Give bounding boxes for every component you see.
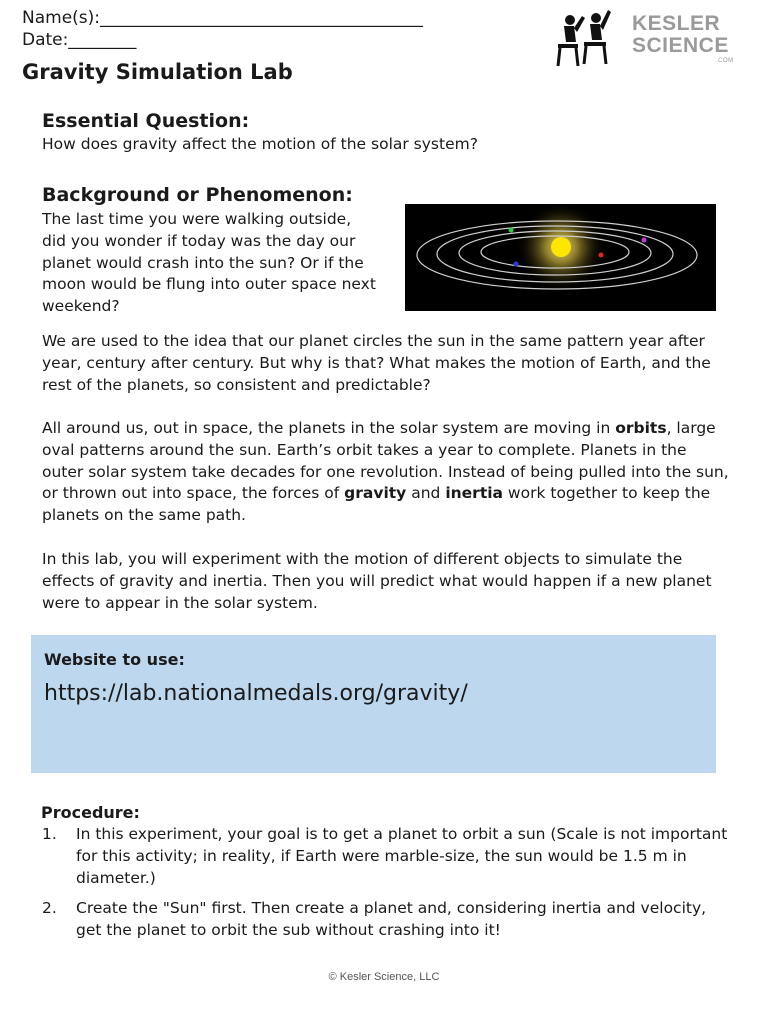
p2-text-and: and (406, 484, 446, 503)
essential-question-heading: Essential Question: (42, 110, 250, 132)
p2-text-a: All around us, out in space, the planets in the solar system are moving in (42, 419, 616, 437)
term-orbits: orbits (615, 419, 667, 437)
planet-red (599, 253, 604, 258)
procedure-item (42, 823, 732, 889)
website-label: Website to use: (44, 650, 185, 669)
term-inertia: inertia (445, 484, 503, 503)
term-gravity: gravity (344, 484, 407, 503)
logo-line-2: SCIENCE (632, 34, 729, 57)
background-intro: The last time you were walking outside, did you wonder if today was the day our planet would crash into the sun? Or if the moon would be flung into outer space next weekend? (42, 210, 376, 316)
procedure-list (42, 823, 732, 941)
names-field: Name(s):______________________________________ (22, 8, 424, 28)
background-paragraph-3 (42, 549, 732, 614)
procedure-text: In this experiment, your goal is to get a planet to orbit a sun (Scale is not important for this activity; in reality, if Earth were marble-size, the sun would be 1.5 m in diameter.) (76, 825, 728, 887)
logo-sub: .COM (716, 58, 734, 64)
background-heading: Background or Phenomenon: (42, 184, 353, 206)
p2-text-b: , large oval patterns around the sun. Earth’s orbit takes a year to complete. Planets in the outer solar system take decades for one revolution. Instead of being pulled into the sun, or thrown out into space, the forces of (42, 419, 729, 503)
procedure-heading: Procedure: (41, 803, 140, 822)
page-title: Gravity Simulation Lab (22, 60, 293, 84)
background-paragraph-1 (42, 331, 732, 396)
essential-question-text: How does gravity affect the motion of the solar system? (42, 135, 478, 153)
footer-copyright: © Kesler Science, LLC (328, 971, 440, 983)
kesler-science-logo (630, 6, 740, 66)
planet-purple (642, 238, 647, 243)
procedure-number: 2. (42, 899, 57, 917)
procedure-item (42, 897, 732, 941)
planet-green (509, 228, 514, 233)
procedure-number: 1. (42, 825, 57, 843)
sun (551, 237, 571, 257)
paragraph-1-text: We are used to the idea that our planet circles the sun in the same pattern year after year, century after century. But why is that? What makes the motion of Earth, and the rest of the planets, so consistent and predictable? (42, 332, 711, 394)
website-url-link[interactable]: https://lab.nationalmedals.org/gravity/ (44, 681, 468, 706)
paragraph-3-text: In this lab, you will experiment with the motion of different objects to simulate the effects of gravity and inertia. Then you will predict what would happen if a new planet were to appear in the solar system. (42, 550, 712, 612)
students-raising-hands-icon (552, 6, 618, 68)
planet-blue (514, 262, 519, 267)
solar-system-image (405, 204, 716, 311)
date-field: Date:________ (22, 30, 137, 50)
website-box (31, 635, 716, 773)
logo-line-1: KESLER (632, 12, 721, 35)
p2-text-c: work together to keep the planets on the same path. (42, 484, 711, 525)
procedure-text: Create the "Sun" first. Then create a planet and, considering inertia and velocity, get the planet to orbit the sub without crashing into it! (76, 899, 707, 939)
background-paragraph-2 (42, 418, 732, 527)
